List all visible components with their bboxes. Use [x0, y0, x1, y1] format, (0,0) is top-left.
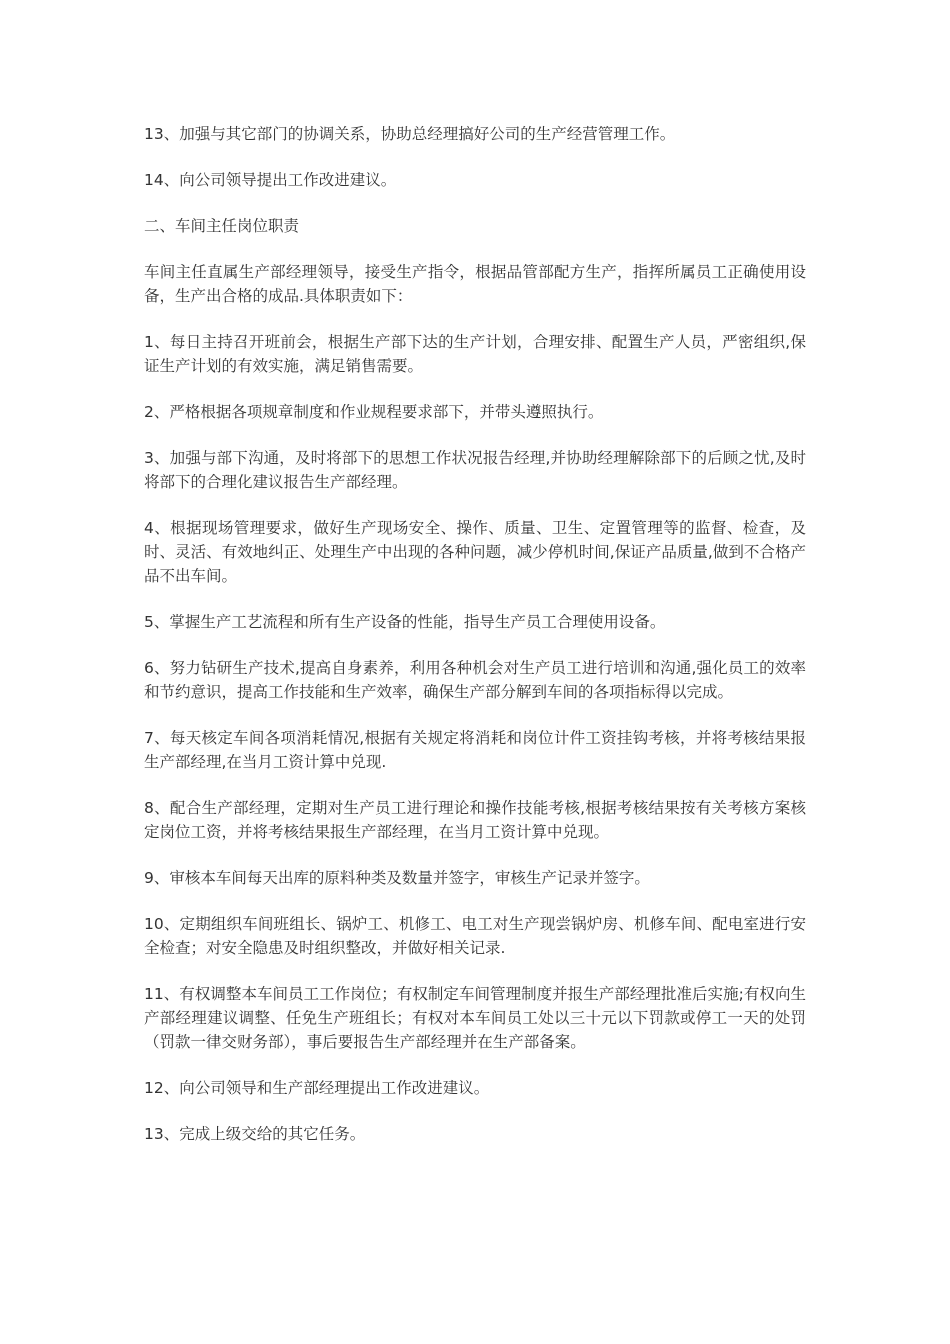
paragraph-item-5: 5、掌握生产工艺流程和所有生产设备的性能，指导生产员工合理使用设备。	[144, 613, 666, 631]
paragraph-item-4: 4、根据现场管理要求，做好生产现场安全、操作、质量、卫生、定置管理等的监督、检查，及时、灵活、有效地纠正、处理生产中出现的各种问题，减少停机时间,保证产品质量,做到不合格产品不出车间。	[144, 519, 806, 585]
paragraph-item-1: 1、每日主持召开班前会，根据生产部下达的生产计划，合理安排、配置生产人员，严密组织,保证生产计划的有效实施，满足销售需要。	[144, 333, 806, 375]
document-body	[144, 122, 806, 1168]
paragraph-item-3: 3、加强与部下沟通，及时将部下的思想工作状况报告经理,并协助经理解除部下的后顾之忧,及时将部下的合理化建议报告生产部经理。	[144, 449, 806, 491]
paragraph-intro: 车间主任直属生产部经理领导，接受生产指令，根据品管部配方生产，指挥所属员工正确使用设备，生产出合格的成品.具体职责如下：	[144, 263, 806, 305]
paragraph-item-8: 8、配合生产部经理，定期对生产员工进行理论和操作技能考核,根据考核结果按有关考核方案核定岗位工资，并将考核结果报生产部经理，在当月工资计算中兑现。	[144, 799, 806, 841]
paragraph-item-7: 7、每天核定车间各项消耗情况,根据有关规定将消耗和岗位计件工资挂钩考核，并将考核结果报生产部经理,在当月工资计算中兑现.	[144, 729, 806, 771]
paragraph-item-10: 10、定期组织车间班组长、锅炉工、机修工、电工对生产现尝锅炉房、机修车间、配电室进行安全检查；对安全隐患及时组织整改，并做好相关记录.	[144, 915, 806, 957]
paragraph-item-2: 2、严格根据各项规章制度和作业规程要求部下，并带头遵照执行。	[144, 403, 604, 421]
paragraph-item-9: 9、审核本车间每天出库的原料种类及数量并签字，审核生产记录并签字。	[144, 869, 650, 887]
paragraph-item-12: 12、向公司领导和生产部经理提出工作改进建议。	[144, 1079, 490, 1097]
paragraph-item-13-coordination: 13、加强与其它部门的协调关系，协助总经理搞好公司的生产经营管理工作。	[144, 125, 676, 143]
paragraph-item-11: 11、有权调整本车间员工工作岗位；有权制定车间管理制度并报生产部经理批准后实施;有权向生产部经理建议调整、任免生产班组长；有权对本车间员工处以三十元以下罚款或停工一天的处罚（罚款一律交财务部），事后要报告生产部经理并在生产部备案。	[144, 985, 806, 1051]
section-heading-workshop-director: 二、车间主任岗位职责	[144, 217, 300, 235]
paragraph-item-13-other-tasks: 13、完成上级交给的其它任务。	[144, 1125, 366, 1143]
paragraph-item-14-suggestions: 14、向公司领导提出工作改进建议。	[144, 171, 397, 189]
paragraph-item-6: 6、努力钻研生产技术,提高自身素养，利用各种机会对生产员工进行培训和沟通,强化员工的效率和节约意识，提高工作技能和生产效率，确保生产部分解到车间的各项指标得以完成。	[144, 659, 806, 701]
